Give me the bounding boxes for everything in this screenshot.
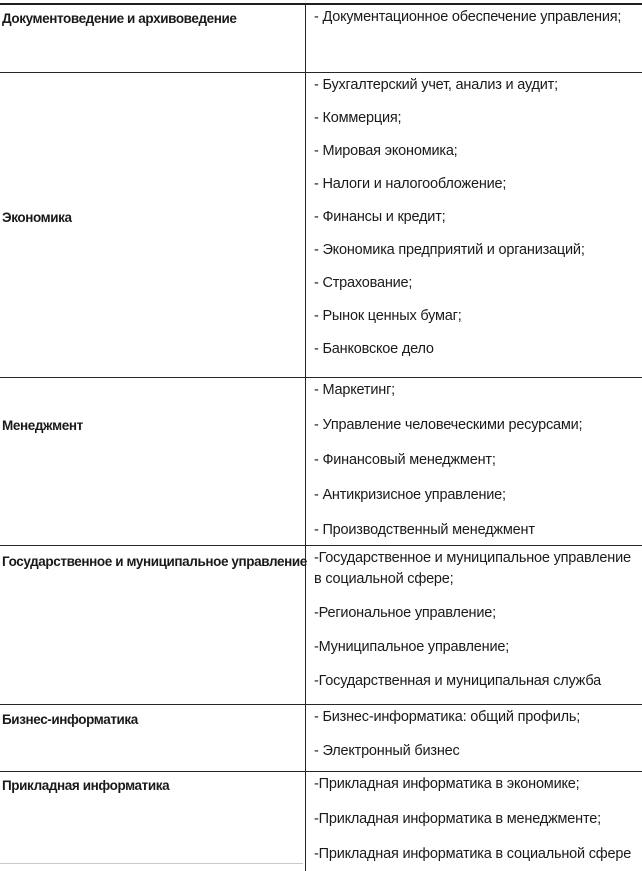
profile-item: - Налоги и налогообложение;	[314, 176, 507, 192]
direction-cell	[0, 546, 306, 704]
profiles-cell	[306, 546, 642, 704]
table-row	[0, 72, 642, 377]
direction-label: Бизнес-информатика	[2, 712, 138, 727]
specializations-table	[0, 3, 642, 871]
profile-item: - Мировая экономика;	[314, 143, 458, 159]
profile-item: -Государственная и муниципальная служба	[314, 673, 601, 689]
table-row	[0, 771, 642, 871]
profile-item: - Экономика предприятий и организаций;	[314, 242, 585, 258]
table-row	[0, 545, 642, 704]
profile-item: -Государственное и муниципальное управление в социальной сфере;	[314, 550, 631, 587]
profile-item: - Бухгалтерский учет, анализ и аудит;	[314, 77, 558, 93]
direction-cell	[0, 378, 306, 545]
profile-item: -Прикладная информатика в менеджменте;	[314, 811, 601, 827]
profiles-cell	[306, 772, 642, 871]
profiles-cell	[306, 705, 642, 771]
direction-label: Экономика	[2, 210, 72, 225]
profile-item: - Производственный менеджмент	[314, 522, 535, 538]
profile-item: - Управление человеческими ресурсами;	[314, 417, 583, 433]
direction-label: Менеджмент	[2, 418, 83, 433]
profiles-cell	[306, 73, 642, 377]
partial-gridline	[0, 863, 303, 864]
profile-item: -Прикладная информатика в социальной сфере	[314, 846, 632, 862]
profile-item: - Рынок ценных бумаг;	[314, 308, 462, 324]
direction-label: Документоведение и архивоведение	[2, 11, 237, 26]
direction-label: Прикладная информатика	[2, 778, 170, 793]
profile-item: - Коммерция;	[314, 110, 402, 126]
table-row	[0, 5, 642, 72]
profile-item: - Банковское дело	[314, 341, 434, 357]
profile-item: -Муниципальное управление;	[314, 639, 510, 655]
direction-label: Государственное и муниципальное управление	[2, 554, 307, 569]
profile-item: - Документационное обеспечение управления;	[314, 9, 622, 25]
direction-cell	[0, 705, 306, 771]
direction-cell	[0, 73, 306, 377]
profile-item: - Электронный бизнес	[314, 743, 460, 759]
direction-cell	[0, 5, 306, 72]
profile-item: - Финансовый менеджмент;	[314, 452, 496, 468]
profile-item: - Антикризисное управление;	[314, 487, 506, 503]
profile-item: -Прикладная информатика в экономике;	[314, 776, 580, 792]
direction-cell	[0, 772, 306, 871]
profiles-cell	[306, 378, 642, 545]
profile-item: - Финансы и кредит;	[314, 209, 446, 225]
profile-item: - Маркетинг;	[314, 382, 395, 398]
profiles-cell	[306, 5, 642, 72]
profile-item: - Бизнес-информатика: общий профиль;	[314, 709, 581, 725]
table-row	[0, 377, 642, 545]
profile-item: - Страхование;	[314, 275, 413, 291]
table-row	[0, 704, 642, 771]
profile-item: -Региональное управление;	[314, 605, 496, 621]
